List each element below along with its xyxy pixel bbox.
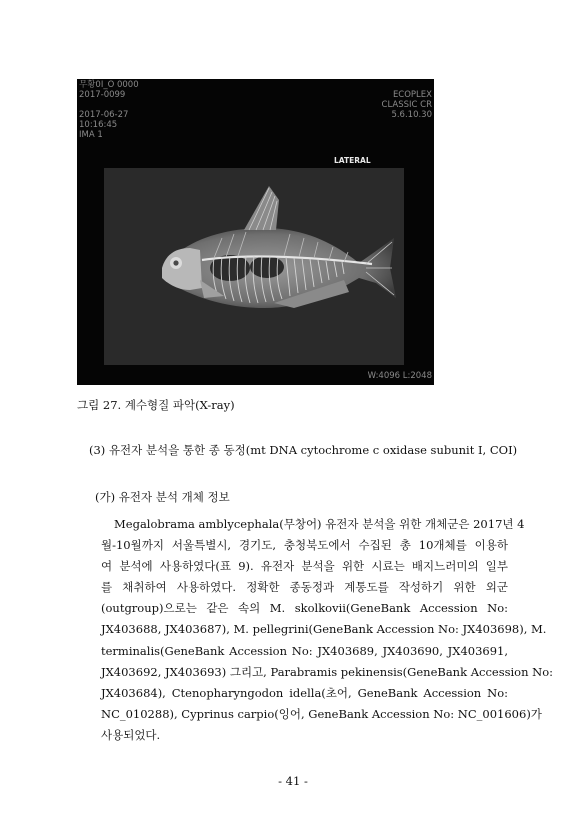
paragraph-line: JX403688, JX403687), M. pellegrini(GeneBank Accession No: JX403698), M.	[101, 622, 547, 637]
xray-system-text: ECOPLEX	[392, 90, 432, 100]
xray-number-text: 2017-0099	[79, 90, 126, 100]
section-heading-3: (3) 유전자 분석을 통한 종 동정(mt DNA cytochrome c oxidase subunit I, COI)	[89, 443, 518, 457]
figure-caption: 그림 27. 계수형질 파악(X-ray)	[77, 398, 235, 412]
xray-image-index-text: IMA 1	[79, 130, 103, 140]
paragraph-line: 를 채취하여 사용하였다. 정확한 종동정과 계통도를 작성하기 위한 외군	[101, 580, 508, 595]
paragraph-line: NC_010288), Cyprinus carpio(잉어, GeneBank Accession No: NC_001606)가	[101, 706, 542, 721]
subsection-heading-ga: (가) 유전자 분석 개체 정보	[95, 490, 230, 504]
fish-skeleton-image	[104, 168, 404, 365]
page-number: - 41 -	[278, 774, 308, 788]
paragraph-line: 월-10월까지 서울특별시, 경기도, 충청북도에서 수집된 총 10개체를 이용하	[101, 538, 508, 553]
body-paragraph	[101, 514, 554, 746]
xray-id-text: 무황0I_O 0000	[79, 80, 139, 90]
paragraph-line: (outgroup)으로는 같은 속의 M. skolkovii(GeneBank Accession No:	[101, 601, 508, 616]
paragraph-line: 여 분석에 사용하였다(표 9). 유전자 분석을 위한 시료는 배지느러미의 일부	[101, 559, 508, 574]
paragraph-line: 사용되었다.	[101, 727, 161, 742]
xray-date-text: 2017-06-27	[79, 110, 129, 120]
xray-mode-text: CLASSIC CR	[381, 100, 432, 110]
paragraph-line: JX403692, JX403693) 그리고, Parabramis pekinensis(GeneBank Accession No:	[101, 664, 554, 679]
xray-window-level-text: W:4096 L:2048	[367, 371, 432, 381]
view-label: LATERAL	[334, 156, 371, 165]
paragraph-line: Megalobrama amblycephala(무창어) 유전자 분석을 위한 개체군은 2017년 4	[114, 517, 525, 531]
xray-version-text: 5.6.10.30	[391, 110, 432, 120]
paragraph-line: terminalis(GeneBank Accession No: JX403689, JX403690, JX403691,	[101, 643, 508, 658]
xray-figure	[77, 79, 434, 385]
xray-time-text: 10:16:45	[79, 120, 118, 130]
paragraph-line: JX403684), Ctenopharyngodon idella(초어, GeneBank Accession No:	[101, 685, 508, 700]
